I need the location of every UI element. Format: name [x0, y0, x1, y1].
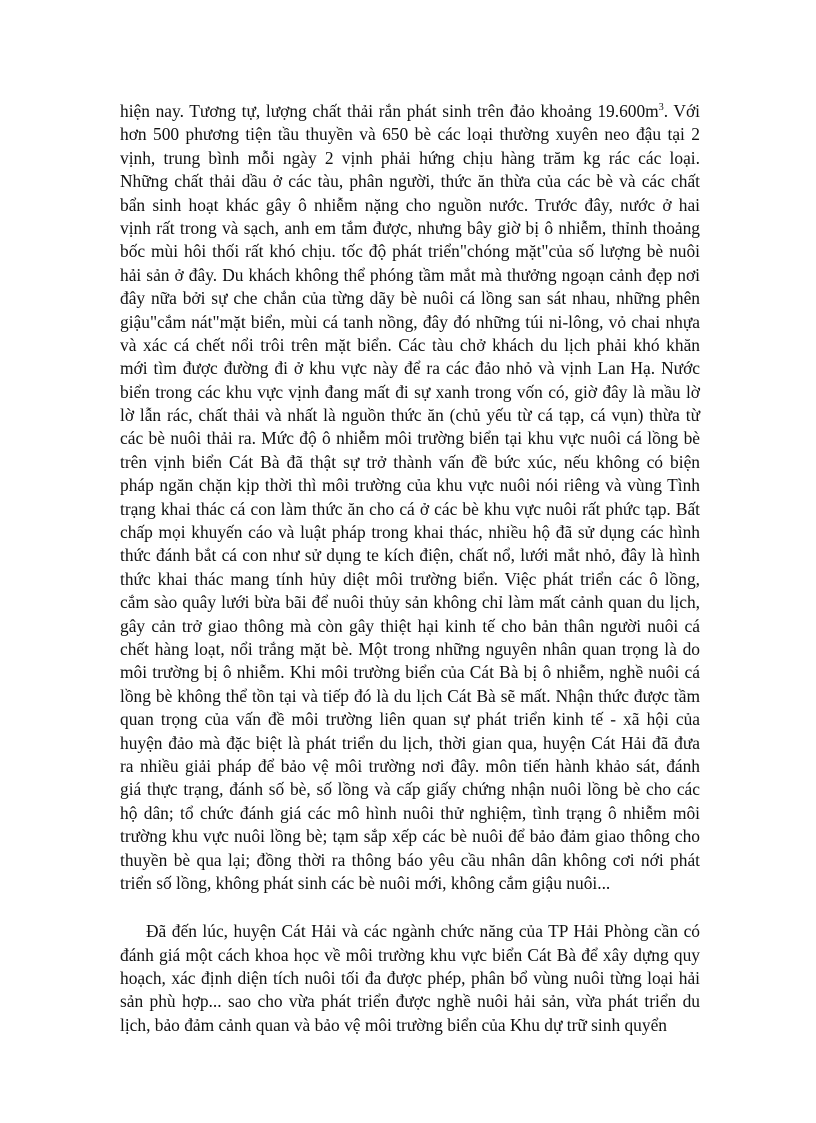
- text-line: huyện đảo mà đặc biệt là phát triển du lịch, thời gian qua, huyện Cát Hải đã đưa: [120, 732, 700, 753]
- text-line: trên vịnh biển Cát Bà đã thật sự trở thành vấn đề bức xúc, nếu không có biện: [120, 451, 700, 472]
- text-line: và xác cá chết nổi trôi trên mặt biển. Các tàu chở khách du lịch phải khó khăn: [120, 334, 700, 355]
- text-line: lồng bè không thể tồn tại và tiếp đó là du lịch Cát Bà sẽ mất. Nhận thức được tầm: [120, 685, 700, 706]
- text-line: mới tìm được đường đi ở khu vực này để ra các đảo nhỏ và vịnh Lan Hạ. Nước: [120, 358, 700, 379]
- paragraph-2: [120, 920, 700, 1037]
- text-line: lịch, bảo đảm cảnh quan và bảo vệ môi trường biển của Khu dự trữ sinh quyển: [120, 1014, 667, 1035]
- text-line: bẩn sinh hoạt khác gây ô nhiễm nặng cho nguồn nước. Trước đây, nước ở hai: [120, 194, 700, 215]
- text-line: biển trong các khu vực vịnh đang mất đi sự xanh trong vốn có, giờ đây là mầu lờ: [120, 381, 700, 402]
- text-line: đây nữa bởi sự che chắn của từng dãy bè nuôi cá lồng san sát nhau, những phên: [120, 288, 700, 309]
- text-line: gây cản trở giao thông mà còn gây thiệt hại kinh tế cho bản thân người nuôi cá: [120, 615, 700, 636]
- text-line: chết hàng loạt, nổi trắng mặt bè. Một trong những nguyên nhân quan trọng là do: [120, 638, 700, 659]
- text-line: hơn 500 phương tiện tầu thuyền và 650 bè các loại thường xuyên neo đậu tại 2: [120, 124, 700, 145]
- paragraph-1: [120, 100, 700, 895]
- text-line: đánh giá một cách khoa học về môi trường khu vực biển Cát Bà để xây dựng quy: [120, 944, 700, 965]
- text-line: vịnh, trung bình mỗi ngày 2 vịnh phải hứng chịu hàng trăm kg rác các loại.: [120, 147, 700, 168]
- text-line: hộ dân; tổ chức đánh giá các mô hình nuôi thử nghiệm, tình trạng ô nhiễm môi: [120, 802, 700, 823]
- text-line: giá thực trạng, đánh số bè, số lồng và cấp giấy chứng nhận nuôi lồng bè cho các: [120, 779, 700, 800]
- text-line: hải sản ở đây. Du khách không thể phóng tầm mắt mà thưởng ngoạn cảnh đẹp nơi: [120, 264, 700, 285]
- document-body: [120, 100, 700, 1037]
- text-line: pháp ngăn chặn kịp thời thì môi trường của khu vực nuôi nói riêng và vùng Tình: [120, 475, 700, 496]
- text-line: trường khu vực nuôi lồng bè; tạm sắp xếp các bè nuôi để bảo đảm giao thông cho: [120, 826, 700, 847]
- text-line: ra nhiều giải pháp để bảo vệ môi trường nơi đây. môn tiến hành khảo sát, đánh: [120, 755, 700, 776]
- text-line: thức đánh bắt cá con như sử dụng te kích điện, chất nổ, lưới mắt nhỏ, đây là hình: [120, 545, 700, 566]
- text-line: hiện nay. Tương tự, lượng chất thải rắn phát sinh trên đảo khoảng $19.600m^3$. Với: [120, 101, 700, 121]
- text-line: các bè nuôi thải ra. Mức độ ô nhiễm môi trường biển tại khu vực nuôi cá lồng bè: [120, 428, 700, 449]
- text-line: lờ lẫn rác, chất thải và nhất là nguồn thức ăn (chủ yếu từ cá tạp, cá vụn) thừa từ: [120, 405, 700, 426]
- text-line: cắm sào quây lưới bừa bãi để nuôi thủy sản không chỉ làm mất cảnh quan du lịch,: [120, 592, 700, 613]
- text-line: Những chất thải dầu ở các tàu, phân người, thức ăn thừa của các bè và các chất: [120, 171, 700, 192]
- text-line: sản phù hợp... sao cho vừa phát triển được nghề nuôi hải sản, vừa phát triển du: [120, 991, 700, 1012]
- text-line: giậu"cắm nát"mặt biển, mùi cá tanh nồng, đây đó những túi ni-lông, vỏ chai nhựa: [120, 311, 700, 332]
- text-line: bốc mùi hôi thối rất khó chịu. tốc độ phát triển"chóng mặt"của số lượng bè nuôi: [120, 241, 700, 262]
- text-line: chấp mọi khuyến cáo và luật pháp trong khai thác, nhiều hộ đã sử dụng các hình: [120, 522, 700, 543]
- text-line: vịnh rất trong và sạch, anh em tắm được, nhưng bây giờ bị ô nhiễm, thỉnh thoảng: [120, 217, 700, 238]
- text-line: triển số lồng, không phát sinh các bè nuôi mới, không cắm giậu nuôi...: [120, 872, 611, 893]
- text-line: thuyền bè qua lại; đồng thời ra thông báo yêu cầu nhân dân không cơi nới phát: [120, 849, 700, 870]
- text-line: Đã đến lúc, huyện Cát Hải và các ngành chức năng của TP Hải Phòng cần có: [146, 921, 700, 942]
- text-line: thức khai thác mang tính hủy diệt môi trường biển. Việc phát triển các ô lồng,: [120, 568, 700, 589]
- text-line: quan trọng của vấn đề môi trường liên quan sự phát triển kinh tế - xã hội của: [120, 709, 700, 730]
- text-line: môi trường bị ô nhiễm. Khi môi trường biển của Cát Bà bị ô nhiễm, nghề nuôi cá: [120, 662, 700, 683]
- text-line: hoạch, xác định diện tích nuôi tối đa được phép, phân bổ vùng nuôi từng loại hải: [120, 968, 700, 989]
- text-line: trạng khai thác cá con làm thức ăn cho cá ở các bè khu vực nuôi rất phức tạp. Bất: [120, 498, 700, 519]
